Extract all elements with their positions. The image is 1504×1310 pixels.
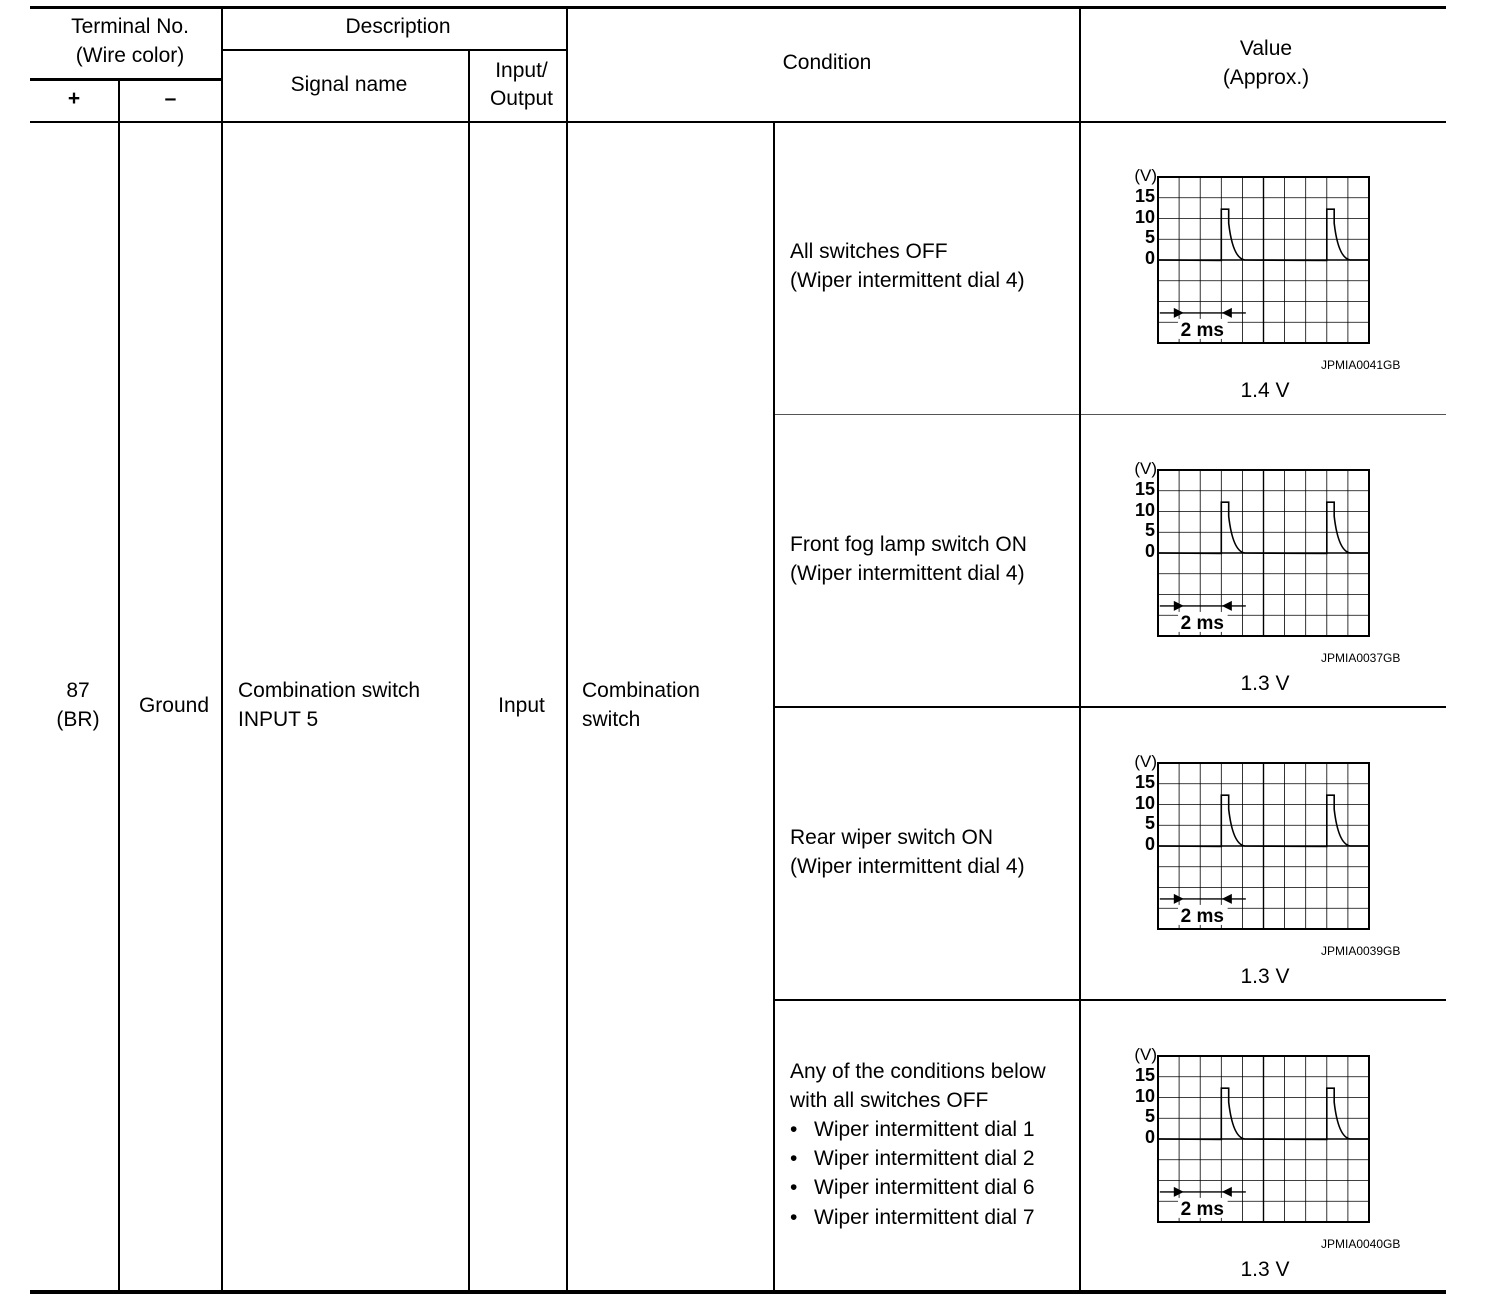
condition-divider-1 (774, 414, 1446, 415)
figure-code: JPMIA0041GB (1321, 358, 1401, 372)
approx-value: 1.3 V (1240, 672, 1290, 695)
header-signal-name: Signal name (290, 73, 408, 96)
y-axis-unit: (V) (1134, 1045, 1157, 1064)
bullet-label: Wiper intermittent dial 6 (814, 1176, 1035, 1199)
time-marker-arrow (1222, 308, 1232, 318)
condition-2-line2: (Wiper intermittent dial 4) (790, 562, 1025, 585)
waveform-scope-3 (1120, 748, 1420, 998)
condition-4-line1: Any of the conditions below (790, 1060, 1046, 1083)
y-tick-label: 15 (1134, 772, 1155, 792)
y-tick-label: 5 (1144, 813, 1155, 833)
y-axis-unit: (V) (1134, 752, 1157, 771)
header-rule-description (222, 49, 567, 51)
y-tick-label: 0 (1144, 1127, 1155, 1147)
header-condition: Condition (782, 51, 872, 74)
signal-name-line2: INPUT 5 (238, 708, 319, 731)
y-tick-label: 10 (1134, 500, 1155, 520)
condition-2-line1: Front fog lamp switch ON (790, 533, 1027, 556)
y-tick-label: 10 (1134, 1086, 1155, 1106)
terminal-number: 87 (66, 679, 90, 702)
condition-divider-2 (774, 706, 1446, 708)
io-value: Input (498, 694, 545, 717)
y-tick-label: 15 (1134, 1065, 1155, 1085)
time-scale-label: 2 ms (1180, 905, 1224, 927)
time-marker-arrow (1222, 894, 1232, 904)
y-tick-label: 15 (1134, 479, 1155, 499)
header-plus: + (67, 87, 81, 110)
y-tick-label: 5 (1144, 1106, 1155, 1126)
waveform-scope-1 (1120, 162, 1420, 412)
y-tick-label: 10 (1134, 207, 1155, 227)
header-approx: (Approx.) (1222, 66, 1310, 89)
figure-code: JPMIA0037GB (1321, 651, 1401, 665)
condition-group-line2: switch (582, 708, 641, 731)
y-tick-label: 15 (1134, 186, 1155, 206)
time-marker-arrow (1222, 1187, 1232, 1197)
wire-color: (BR) (56, 708, 100, 731)
condition-group-line1: Combination (582, 679, 700, 702)
waveform-scope-2 (1120, 455, 1420, 705)
y-tick-label: 5 (1144, 520, 1155, 540)
condition-1-line1: All switches OFF (790, 240, 948, 263)
time-marker-arrow (1222, 601, 1232, 611)
y-tick-label: 0 (1144, 834, 1155, 854)
header-minus: – (164, 87, 177, 110)
table-top-rule (30, 6, 1446, 9)
bullet-label: Wiper intermittent dial 2 (814, 1147, 1035, 1170)
signal-name-line1: Combination switch (238, 679, 421, 702)
y-tick-label: 5 (1144, 227, 1155, 247)
approx-value: 1.3 V (1240, 1258, 1290, 1281)
approx-value: 1.4 V (1240, 379, 1290, 402)
time-scale-label: 2 ms (1180, 319, 1224, 341)
y-tick-label: 0 (1144, 248, 1155, 268)
col-rule-condition-inner (773, 122, 775, 1290)
col-rule-terminal (221, 9, 223, 1290)
terminal-spec-table: Terminal No. (Wire color) + – Description Signal name Input/ Output Condition Value (Approx.) 87 (BR) Ground Combination switch INPUT 5 Input Combination switch All switches OFF (Wiper intermittent dial 4) Front fog lamp switch ON (Wiper intermittent dial 4) Rear wiper switch ON (Wiper intermittent dial 4) Any of the conditions below with all switches OFF • Wiper intermittent dial 1 • Wiper intermittent dial 2 • Wiper intermittent dial 6 • Wiper intermittent dial 7 (V) 15 10 5 0 2 ms JPMIA0041GB 1.4 V (V) 15 10 5 0 2 ms JPMIA0037GB 1.3 V (V) 15 10 5 0 2 ms JPMIA0039GB 1.3 V (V) 15 10 5 0 2 ms JPMIA0040GB 1.3 V (0, 0, 1504, 1310)
header-rule-terminal (30, 78, 222, 81)
header-output: Output (489, 87, 554, 110)
ground-terminal: Ground (138, 694, 210, 717)
header-description: Description (345, 15, 451, 38)
waveform-scope-4 (1120, 1041, 1420, 1291)
condition-3-line2: (Wiper intermittent dial 4) (790, 855, 1025, 878)
bullet-label: Wiper intermittent dial 7 (814, 1206, 1035, 1229)
condition-4-line2: with all switches OFF (790, 1089, 989, 1112)
header-input: Input/ (495, 59, 548, 82)
time-scale-label: 2 ms (1180, 1198, 1224, 1220)
col-rule-signal (468, 50, 470, 1290)
col-rule-value (1079, 9, 1081, 1290)
condition-1-line2: (Wiper intermittent dial 4) (790, 269, 1025, 292)
figure-code: JPMIA0040GB (1321, 1237, 1401, 1251)
header-value: Value (1239, 37, 1293, 60)
y-tick-label: 0 (1144, 541, 1155, 561)
col-rule-io (566, 9, 568, 1290)
approx-value: 1.3 V (1240, 965, 1290, 988)
header-wire-color: (Wire color) (75, 44, 185, 67)
y-axis-unit: (V) (1134, 166, 1157, 185)
condition-3-line1: Rear wiper switch ON (790, 826, 994, 849)
figure-code: JPMIA0039GB (1321, 944, 1401, 958)
y-tick-label: 10 (1134, 793, 1155, 813)
bullet-label: Wiper intermittent dial 1 (814, 1118, 1035, 1141)
header-terminal-no: Terminal No. (71, 15, 189, 38)
header-bottom-rule (30, 121, 1446, 123)
y-axis-unit: (V) (1134, 459, 1157, 478)
time-scale-label: 2 ms (1180, 612, 1224, 634)
condition-divider-3 (774, 999, 1446, 1001)
